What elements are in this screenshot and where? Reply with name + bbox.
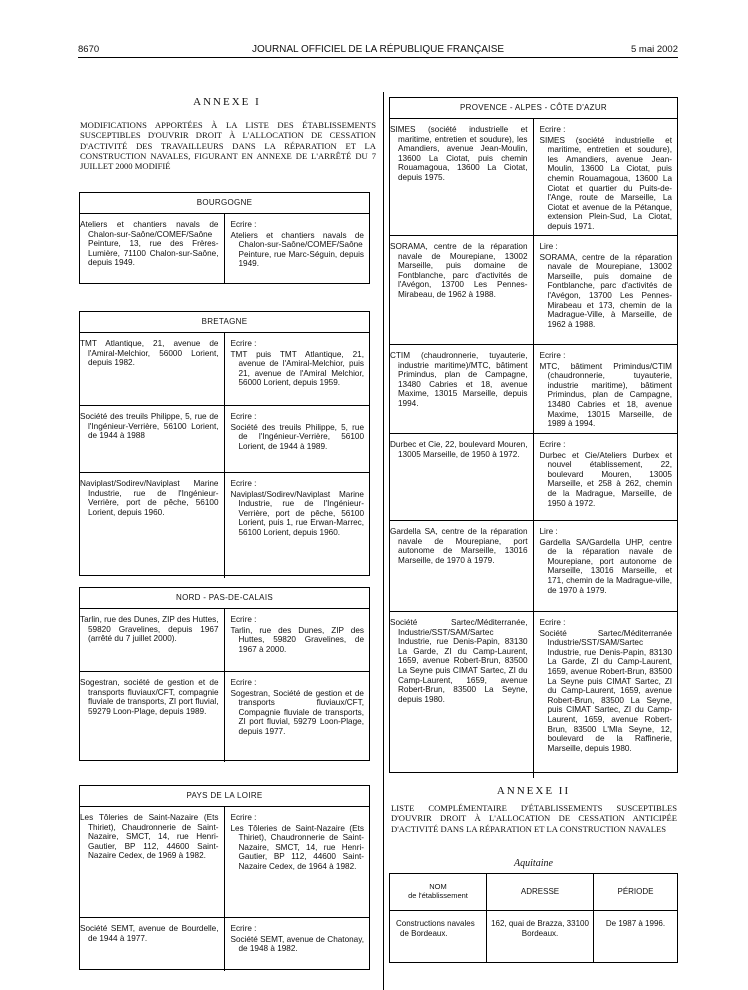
annex-2-table (389, 873, 678, 963)
new-entry: Naviplast/Sodirev/Naviplast Marine Industrie, rue de l'Ingénieur-Verrière, port de pêche, 56100 Lorient, puis 1, rue Erwan-Marrec, 56100 Lorient, depuis 1960. (230, 489, 364, 537)
table-row (390, 345, 677, 434)
annex-2-intro: LISTE COMPLÉMENTAIRE D'ÉTABLISSEMENTS SUSCEPTIBLES D'OUVRIR DROIT À L'ALLOCATION DE CESSATION ANTICIPÉE D'ACTIVITÉ DANS LA RÉPARATION ET LA CONSTRUCTION NAVALES (391, 803, 677, 834)
new-entry: Durbec et Cie/Ateliers Durbex et nouvel établissement, 22, boulevard Mouren, 13005 Marseille, et 258 à 262, chemin de la Madrague, Marseille, de 1950 à 1972. (539, 450, 672, 508)
correction-label: Ecrire : (539, 618, 566, 627)
annex-2-region: Aquitaine (514, 858, 553, 869)
correction-label: Ecrire : (539, 440, 566, 449)
annex-2-title: ANNEXE II (496, 785, 571, 797)
region-title: BOURGOGNE (80, 193, 369, 214)
header-rule (78, 57, 678, 58)
old-entry: Gardella SA, centre de la réparation navale de Mourepiane, port autonome de Marseille, 13016 Marseille, de 1970 à 1979. (390, 521, 534, 611)
correction-label: Ecrire : (230, 615, 257, 624)
old-entry: Naviplast/Sodirev/Naviplast Marine Industrie, rue de l'Ingénieur-Verrière, port de pêche, 56100 Lorient, depuis 1960. (80, 473, 225, 578)
table-row (80, 406, 369, 473)
table-row (390, 612, 677, 778)
table-row (80, 473, 369, 578)
table-row (390, 911, 677, 963)
new-entry: Ateliers et chantiers navals de Chalon-sur-Saône/COMEF/Saône Peinture, rue Marc-Séguin, depuis 1949. (230, 230, 364, 269)
correction-label: Ecrire : (230, 339, 257, 348)
old-entry: Société SEMT, avenue de Bourdelle, de 1944 à 1977. (80, 918, 225, 971)
table-row (390, 236, 677, 345)
column-divider (383, 92, 384, 990)
old-entry: Les Tôleries de Saint-Nazaire (Ets Thiriet), Chaudronnerie de Saint-Nazaire, SMCT, 14, rue Henri-Gautier, BP 112, 44600 Saint-Nazaire Cedex, de 1969 à 1982. (80, 807, 225, 917)
old-entry: CTIM (chaudronnerie, tuyauterie, industrie maritime)/MTC, bâtiment Primindus, plan de Campagne, 13480 Cabries et 18, avenue Maxime, 13015 Marseille, depuis 1994. (390, 345, 534, 433)
correction-label: Ecrire : (539, 125, 566, 134)
new-entry: Gardella SA/Gardella UHP, centre de la réparation navale de Mourepiane, port autonome de Marseille, 13016 Marseille, et 171, chemin de la Madrague-ville, de 1970 à 1979. (539, 537, 672, 595)
old-entry: Société des treuils Philippe, 5, rue de l'Ingénieur-Verrière, 56100 Lorient, de 1944 à 1988 (80, 406, 225, 472)
new-entry: Société des treuils Philippe, 5, rue de l'Ingénieur-Verrière, 56100 Lorient, de 1944 à 1989. (230, 422, 364, 451)
table-row (80, 807, 369, 918)
issue-date: 5 mai 2002 (630, 44, 678, 55)
old-entry: Durbec et Cie, 22, boulevard Mouren, 13005 Marseille, de 1950 à 1972. (390, 434, 534, 520)
correction-label: Ecrire : (539, 351, 566, 360)
table-row (390, 434, 677, 521)
region-box-nord-pas-de-calais (79, 587, 370, 761)
new-entry: SORAMA, centre de la réparation navale de Mourepiane, 13002 Marseille, puis domaine de Fontblanche, parc d'activités de l'Avégon, 13700 Les Pennes-Mirabeau et 173, chemin de la Madrague-Ville, à Marseille, de 1962 à 1988. (539, 252, 672, 329)
cell-name: Constructions navales de Bordeaux. (390, 911, 487, 963)
region-box-paca (389, 97, 678, 773)
old-entry: SORAMA, centre de la réparation navale de Mourepiane, 13002 Marseille, puis domaine de Fontblanche, parc d'activités de l'Avégon, 13700 Les Pennes-Mirabeau, de 1962 à 1988. (390, 236, 534, 344)
correction-label: Ecrire : (230, 479, 257, 488)
table-row (80, 672, 369, 762)
region-title: PAYS DE LA LOIRE (80, 786, 369, 807)
annex-1-title: ANNEXE I (193, 96, 261, 108)
table-row (80, 609, 369, 672)
old-entry: TMT Atlantique, 21, avenue de l'Amiral-Melchior, 56000 Lorient, depuis 1982. (80, 333, 225, 405)
correction-label: Lire : (539, 242, 558, 251)
old-entry: Société Sartec/Méditerranée, Industrie/SST/SAM/Sartec Industrie, rue Denis-Papin, 83130 La Garde, ZI du Camp-Laurent, 1659, avenue Robert-Brun, 83500 La Seyne puis CIMAT Sartec, ZI du Camp-Laurent, 1659, avenue Robert-Brun, 83500 La Seyne, depuis 1980. (390, 612, 534, 778)
old-entry: SIMES (société industrielle et maritime, entretien et soudure), les Amandiers, avenue Jean-Moulin, 13600 La Ciotat, puis chemin Rouamagoua, 13600 La Ciotat, depuis 1975. (390, 119, 534, 235)
column-header-name: NOM de l'établissement (390, 874, 487, 910)
correction-label: Ecrire : (230, 678, 257, 687)
annex-1-intro: MODIFICATIONS APPORTÉES À LA LISTE DES ÉTABLISSEMENTS SUSCEPTIBLES D'OUVRIR DROIT À L'ALLOCATION DE CESSATION D'ACTIVITÉ DES TRAVAILLEURS DANS LA RÉPARATION ET LA CONSTRUCTION NAVALES, FIGURANT EN ANNEXE DE L'ARRÊTÉ DU 7 JUILLET 2000 MODIFIÉ (80, 120, 376, 172)
region-box-bourgogne (79, 192, 370, 284)
page-number: 8670 (78, 44, 100, 55)
new-entry: Société SEMT, avenue de Chatonay, de 1948 à 1982. (230, 934, 364, 954)
table-row (80, 918, 369, 971)
journal-title: JOURNAL OFFICIEL DE LA RÉPUBLIQUE FRANÇAISE (251, 44, 505, 55)
new-entry: Tarlin, rue des Dunes, ZIP des Huttes, 59820 Gravelines, de 1967 à 2000. (230, 625, 364, 654)
region-box-pays-de-la-loire (79, 785, 370, 970)
column-header-address: ADRESSE (487, 874, 594, 910)
new-entry: SIMES (société industrielle et maritime, entretien et soudure), les Amandiers, avenue Jean-Moulin, 13600 La Ciotat, puis chemin Rouamagoua, 13600 La Ciotat et quartier du Puits-de-l'Ange, route de Marseille, La Ciotat et avenue de la Pétanque, extension Plein-Sud, La Ciotat, depuis 1971. (539, 135, 672, 231)
table-row (390, 119, 677, 236)
region-box-bretagne (79, 311, 370, 576)
region-title: PROVENCE - ALPES - CÔTE D'AZUR (390, 98, 677, 119)
correction-label: Ecrire : (230, 924, 257, 933)
new-entry: Sogestran, Société de gestion et de transports fluviaux/CFT, Compagnie fluviale de transports, ZI port fluvial, 59279 Loon-Plage, depuis 1977. (230, 688, 364, 736)
table-header-row (390, 874, 677, 911)
region-title: NORD - PAS-DE-CALAIS (80, 588, 369, 609)
correction-label: Ecrire : (230, 220, 257, 229)
column-header-period: PÉRIODE (617, 887, 654, 896)
cell-period: De 1987 à 1996. (605, 919, 666, 928)
correction-label: Lire : (539, 527, 558, 536)
table-row (390, 521, 677, 612)
correction-label: Ecrire : (230, 813, 257, 822)
table-row (80, 333, 369, 406)
region-title: BRETAGNE (80, 312, 369, 333)
correction-label: Ecrire : (230, 412, 257, 421)
table-row (80, 214, 369, 284)
old-entry: Sogestran, société de gestion et de transports fluviaux/CFT, compagnie fluviale de transports, ZI port fluvial, 59279 Loon-Plage, depuis 1989. (80, 672, 225, 762)
old-entry: Ateliers et chantiers navals de Chalon-sur-Saône/COMEF/Saône Peinture, 13, rue des Frères-Lumière, 71100 Chalon-sur-Saône, depuis 1949. (80, 214, 225, 284)
old-entry: Tarlin, rue des Dunes, ZIP des Huttes, 59820 Gravelines, depuis 1967 (arrêté du 7 juillet 2000). (80, 609, 225, 671)
new-entry: MTC, bâtiment Primindus/CTIM (chaudronnerie, tuyauterie, industrie maritime), bâtiment Primindus, plan de Campagne, 13480 Cabries et 18, avenue Maxime, 13015 Marseille, de 1989 à 1994. (539, 361, 672, 429)
cell-address: 162, quai de Brazza, 33100 Bordeaux. (487, 911, 594, 963)
new-entry: Les Tôleries de Saint-Nazaire (Ets Thiriet), Chaudronnerie de Saint-Nazaire, SMCT, 14, rue Henri-Gautier, BP 112, 44600 Saint-Nazaire Cedex, de 1964 à 1982. (230, 823, 364, 871)
new-entry: TMT puis TMT Atlantique, 21, avenue de l'Amiral-Melchior, puis 21, avenue de l'Amiral Melchior, 56000 Lorient, depuis 1959. (230, 349, 364, 388)
new-entry: Société Sartec/Méditerranée Industrie/SST/SAM/Sartec Industrie, rue Denis-Papin, 83130 La Garde, ZI du Camp-Laurent, 1659, avenue Robert-Brun, 83500 La Seyne puis CIMAT Sartec, ZI du Camp-Laurent, 1659, avenue Robert-Brun, 83500 La Seyne, puis CIMAT Sartec, ZI du Camp-Laurent, 1659, avenue Robert-Brun, 83500 L'Mla Seyne, 12, boulevard de la Raffinerie, Marseille, depuis 1980. (539, 628, 672, 753)
